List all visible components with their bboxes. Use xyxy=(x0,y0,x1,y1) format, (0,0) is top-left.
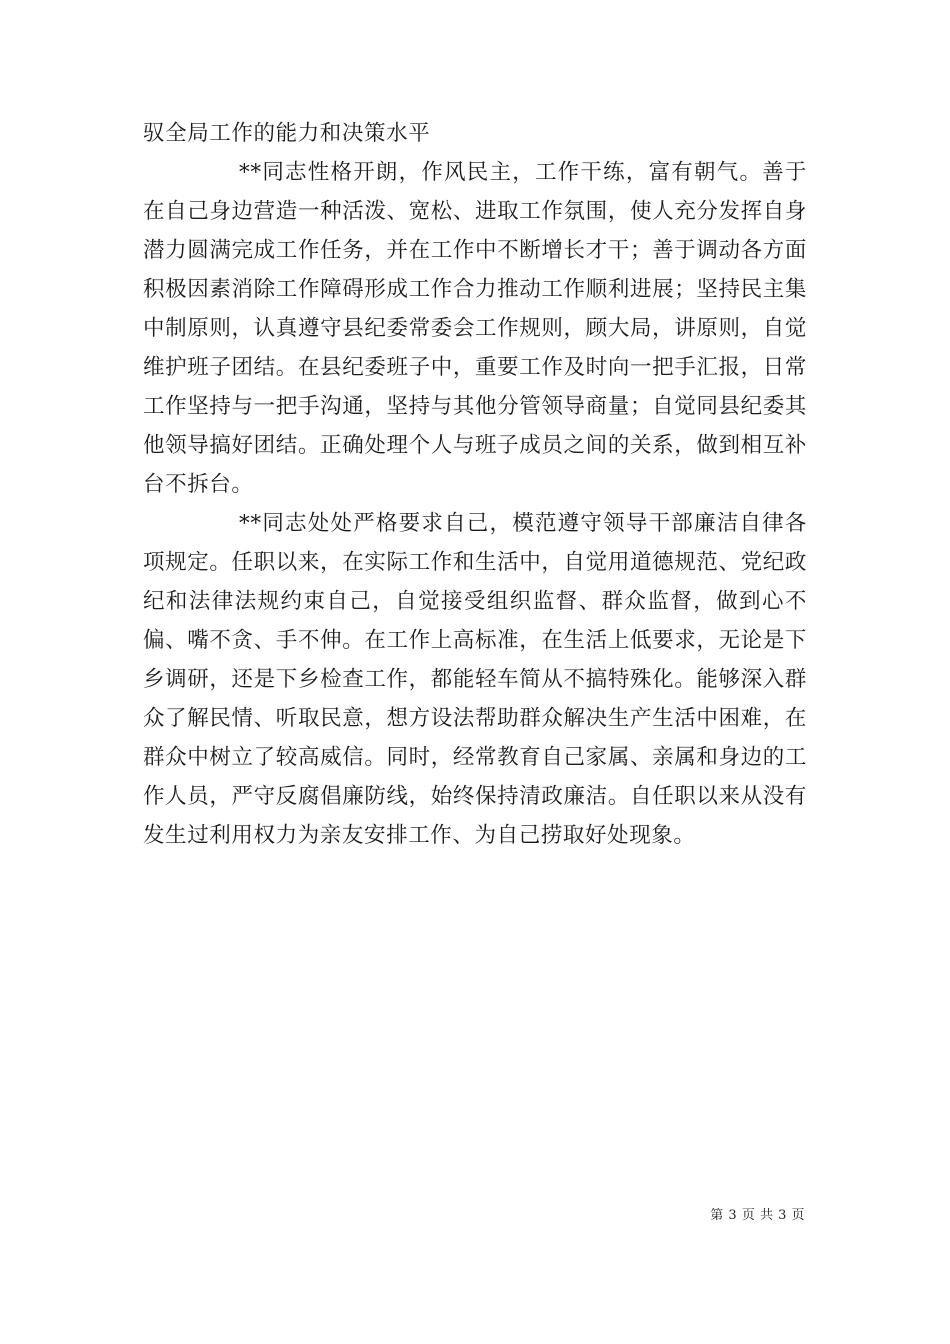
page-number: 第 3 页 共 3 页 xyxy=(710,1208,805,1223)
paragraph-continuation: 驭全局工作的能力和决策水平 xyxy=(143,121,431,146)
paragraph-personality: **同志性格开朗，作风民主，工作干练，富有朝气。善于在自己身边营造一种活泼、宽松、进取工作氛围，使人充分发挥自身潜力圆满完成工作任务，并在工作中不断增长才干；善于调动各方面积极因素消除工作障碍形成工作合力推动工作顺利进展；坚持民主集中制原则，认真遵守县纪委常委会工作规则，顾大局，讲原则，自觉维护班子团结。在县纪委班子中，重要工作及时向一把手汇报，日常工作坚持与一把手沟通，坚持与其他分管领导商量；自觉同县纪委其他领导搞好团结。正确处理个人与班子成员之间的关系，做到相互补台不拆台。 xyxy=(143,160,807,497)
paragraph-integrity: **同志处处严格要求自己，模范遵守领导干部廉洁自律各项规定。任职以来，在实际工作和生活中，自觉用道德规范、党纪政纪和法律法规约束自己，自觉接受组织监督、群众监督，做到心不偏、嘴不贪、手不伸。在工作上高标准，在生活上低要求，无论是下乡调研，还是下乡检查工作，都能轻车简从不搞特殊化。能够深入群众了解民情、听取民意，想方设法帮助群众解决生产生活中困难，在群众中树立了较高威信。同时，经常教育自己家属、亲属和身边的工作人员，严守反腐倡廉防线，始终保持清政廉洁。自任职以来从没有发生过利用权力为亲友安排工作、为自己捞取好处现象。 xyxy=(143,511,807,848)
document-body xyxy=(143,114,807,855)
